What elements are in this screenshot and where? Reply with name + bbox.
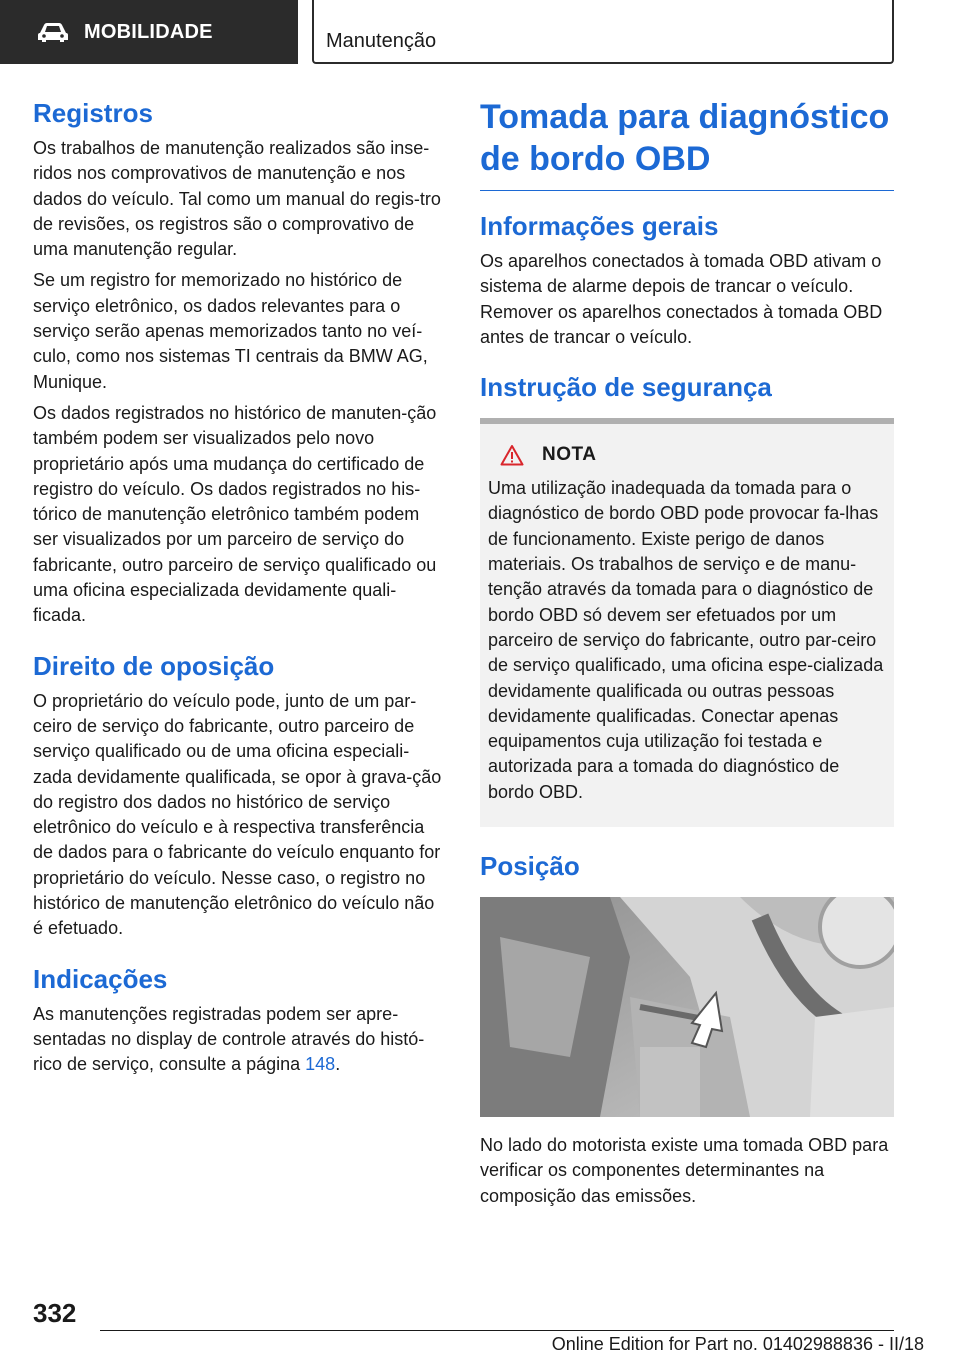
registros-paragraph-1: Os trabalhos de manutenção realizados são inse-ridos nos comprovativos de manutenção e nos dados do veículo. Tal como um manual do regis-tro de revisões, os registros são o comprovativo de uma manutenção regular. [33,138,441,260]
posicao-heading: Posição [480,851,580,882]
chapter-label: Manutenção [326,30,437,52]
car-icon [36,21,70,43]
note-title: NOTA [542,444,597,466]
section-label: MOBILIDADE [84,20,213,43]
oposicao-paragraph: O proprietário do veículo pode, junto de um par-ceiro de serviço do fabricante, outro parceiro de serviço qualificado ou de uma oficina especiali-zada devidamente qualificada, se opor à grava-ção do registro dos dados no histórico de serviço eletrônico do veículo e à respectiva transferência de dados para o fabricante do veículo enquanto for proprietário do veículo. Nesse caso, o registro no histórico de manutenção eletrônico do veículo não é efetuado. [33,690,442,939]
right-column [480,96,894,1215]
registros-heading: Registros [33,98,153,128]
registros-paragraph-2: Se um registro for memorizado no histórico de serviço eletrônico, os dados relevantes para o serviço serão apenas memorizados tanto no veí-culo, como nos sistemas TI centrais da BMW AG, Munique. [33,270,428,392]
indicacoes-heading: Indicações [33,963,168,994]
info-heading: Informações gerais [480,211,719,241]
obd-main-title: Tomada para diagnóstico de bordo OBD [480,98,890,178]
warning-triangle-icon [500,444,524,466]
page-number: 332 [33,1298,77,1328]
oposicao-heading: Direito de oposição [33,650,275,681]
note-box [480,418,894,827]
left-column [33,96,447,1084]
obd-location-photo [480,897,894,1117]
indicacoes-text: As manutenções registradas podem ser apre-sentadas no display de controle através do histó-rico de serviço, consulte a página [33,1003,425,1075]
note-header [500,444,886,466]
registros-paragraph-3: Os dados registrados no histórico de manuten-ção também podem ser visualizados pelo novo proprietário após uma mudança do certificado de registro do veículo. Os dados registrados no his-tórico de manutenção eletrônico também podem ser visualizados por um parceiro de serviço do fabricante, outro parceiro de serviço qualificado ou uma oficina especializada devidamente quali-ficada. [33,402,437,626]
footer-divider [100,1330,894,1331]
info-paragraph: Os aparelhos conectados à tomada OBD ativam o sistema de alarme depois de trancar o veículo. Remover os aparelhos conectados à tomada OBD antes de trancar o veículo. [480,251,883,347]
indicacoes-text-end: . [335,1054,341,1075]
title-divider [480,190,894,191]
section-tab [0,0,298,64]
posicao-caption: No lado do motorista existe uma tomada OBD para verificar os componentes determinantes na composição das emissões. [480,1135,889,1206]
seguranca-heading: Instrução de segurança [480,372,772,403]
note-text: Uma utilização inadequada da tomada para o diagnóstico de bordo OBD pode provocar fa-lhas de funcionamento. Existe perigo de danos materiais. Os trabalhos de serviço e de manu-tenção através da tomada para o diagnóstico de bordo OBD só devem ser efetuados por um parceiro de serviço do fabricante, outro par-ceiro de serviço qualificado, uma oficina espe-cializada devidamente qualificada ou outras pessoas devidamente qualificadas. Conectar apenas equipamentos cuja utilização foi testada e autorizada para a tomada do diagnóstico de bordo OBD. [488,478,884,802]
edition-footer: Online Edition for Part no. 01402988836 - II/18 [551,1334,924,1354]
page-link-148[interactable]: 148 [305,1054,336,1075]
indicacoes-paragraph [33,1002,447,1078]
chapter-header [312,0,894,64]
